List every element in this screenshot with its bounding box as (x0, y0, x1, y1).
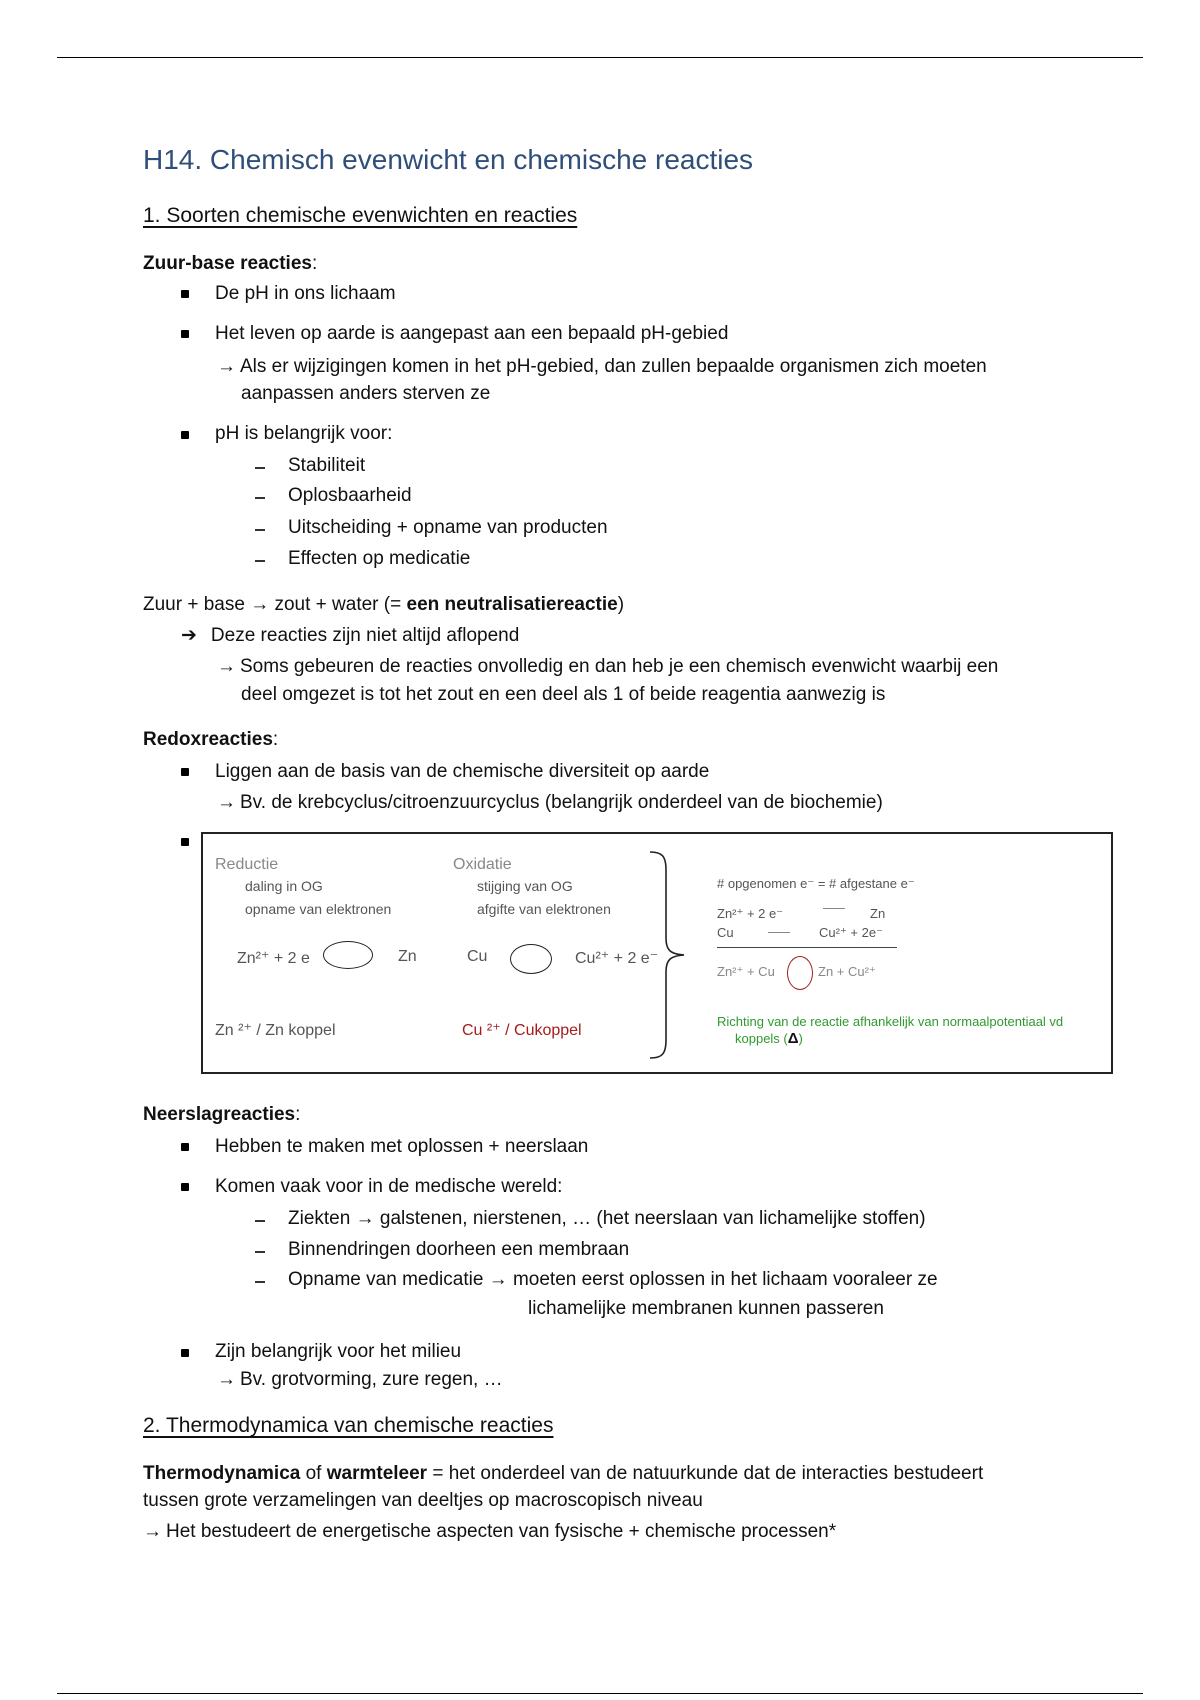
ph-item: Oplosbaarheid (288, 485, 412, 506)
sum-line (717, 947, 897, 948)
bullet (181, 1183, 189, 1191)
redox-label: Redoxreacties: (143, 729, 279, 750)
oxidatie-line-1: stijging van OG (477, 878, 573, 894)
reductie-line-1: daling in OG (245, 878, 323, 894)
oxidatie-line-2: afgifte van elektronen (477, 901, 611, 917)
neerslag-label: Neerslagreacties: (143, 1104, 301, 1125)
curly-brace-icon (648, 850, 688, 1060)
oxidatie-title: Oxidatie (453, 856, 512, 873)
section-1-heading: 1. Soorten chemische evenwichten en reacties (143, 204, 578, 227)
section-2-heading: 2. Thermodynamica van chemische reacties (143, 1414, 554, 1437)
redox-diagram (201, 832, 1113, 1074)
ph-item: Uitscheiding + opname van producten (288, 517, 608, 538)
ph-item: Effecten op medicatie (288, 548, 471, 569)
dash (255, 560, 265, 562)
half-1-right: Zn (870, 906, 886, 921)
bold-arrow-icon: ➔ (181, 625, 197, 646)
footer-rule (57, 1693, 1143, 1694)
reaction-oval (323, 941, 373, 969)
arrow-icon: → (217, 792, 236, 813)
zuurbase-bullet-2-arrow: → Als er wijzigingen komen in het pH-gebied, dan zullen bepaalde organismen zich moeten (217, 356, 987, 377)
redox-bullet-1: Liggen aan de basis van de chemische diversiteit op aarde (215, 761, 710, 782)
zuurbase-bullet-1: De pH in ons lichaam (215, 283, 396, 304)
bullet (181, 290, 189, 298)
neerslag-bullet-1: Hebben te maken met oplossen + neerslaan (215, 1136, 589, 1157)
neutralisation-sub-arrow-cont: deel omgezet is tot het zout en een deel als 1 of beide reagentia aanwezig is (241, 684, 886, 705)
oxidatie-couple: Cu ²⁺ / Cukoppel (462, 1022, 582, 1039)
ph-item: Stabiliteit (288, 455, 366, 476)
half-2-left: Cu (717, 925, 734, 940)
bullet (181, 1349, 189, 1357)
dash (255, 1281, 265, 1283)
neerslag-item-2: Binnendringen doorheen een membraan (288, 1239, 630, 1260)
dash (255, 1220, 265, 1222)
bullet (181, 768, 189, 776)
neerslag-bullet-2: Komen vaak voor in de medische wereld: (215, 1176, 563, 1197)
bullet (181, 330, 189, 338)
zuurbase-label: Zuur-base reacties: (143, 253, 318, 274)
total-right: Zn + Cu²⁺ (818, 964, 876, 979)
page-title: H14. Chemisch evenwicht en chemische reacties (143, 144, 754, 175)
neerslag-item-3: Opname van medicatie → moeten eerst oplossen in het lichaam vooraleer ze (288, 1269, 938, 1290)
neutralisation-line: Zuur + base → zout + water (= een neutralisatiereactie) (143, 594, 625, 615)
arrow-icon: → (217, 656, 236, 677)
bullet (181, 1143, 189, 1151)
thermo-arrow-line: → Het bestudeert de energetische aspecten van fysische + chemische processen* (143, 1521, 837, 1542)
arrow-icon: → (488, 1269, 508, 1290)
delta-symbol: Δ (787, 1030, 799, 1047)
reaction-oval (787, 956, 813, 990)
reductie-eq-right: Zn (398, 948, 417, 965)
neutralisation-sub: ➔ Deze reacties zijn niet altijd aflopend (181, 625, 520, 646)
neerslag-bullet-3-arrow: → Bv. grotvorming, zure regen, … (217, 1369, 503, 1390)
dash (255, 467, 265, 469)
half-2-right: Cu²⁺ + 2e⁻ (819, 925, 883, 940)
neerslag-item-1: Ziekten → galstenen, nierstenen, … (het neerslaan van lichamelijke stoffen) (288, 1208, 926, 1229)
zuurbase-bullet-3: pH is belangrijk voor: (215, 423, 393, 444)
reductie-title: Reductie (215, 856, 279, 873)
zuurbase-bullet-2-arrow-cont: aanpassen anders sterven ze (241, 383, 491, 404)
reductie-line-2: opname van elektronen (245, 901, 392, 917)
arrow-icon: → (217, 356, 236, 377)
reaction-oval (510, 944, 552, 974)
zuurbase-bullet-2: Het leven op aarde is aangepast aan een bepaald pH-gebied (215, 323, 729, 344)
small-arrow (768, 932, 790, 933)
bullet (181, 431, 189, 439)
dash (255, 529, 265, 531)
redox-bullet-1-arrow: → Bv. de krebcyclus/citroenzuurcyclus (belangrijk onderdeel van de biochemie) (217, 792, 883, 813)
bullet (181, 838, 189, 846)
direction-line-2: koppels (Δ) (735, 1030, 803, 1047)
dash (255, 497, 265, 499)
oxidatie-eq-right: Cu²⁺ + 2 e⁻ (575, 950, 659, 967)
half-1-left: Zn²⁺ + 2 e⁻ (717, 906, 784, 921)
balance-text: # opgenomen e⁻ = # afgestane e⁻ (717, 876, 915, 891)
neerslag-bullet-3: Zijn belangrijk voor het milieu (215, 1341, 462, 1362)
oxidatie-eq-left: Cu (467, 948, 488, 965)
reductie-couple: Zn ²⁺ / Zn koppel (215, 1022, 336, 1039)
small-arrow (823, 908, 845, 909)
reductie-eq-left: Zn²⁺ + 2 e (237, 950, 310, 967)
neutralisation-sub-arrow: → Soms gebeuren de reacties onvolledig en dan heb je een chemisch evenwicht waarbij een (217, 656, 999, 677)
arrow-icon: → (143, 1521, 162, 1542)
arrow-icon: → (355, 1208, 375, 1229)
neerslag-item-3-cont: lichamelijke membranen kunnen passeren (528, 1298, 884, 1319)
dash (255, 1251, 265, 1253)
header-rule (57, 57, 1143, 58)
arrow-icon: → (250, 594, 270, 615)
thermo-definition: Thermodynamica of warmteleer = het onderdeel van de natuurkunde dat de interacties bestudeert (143, 1463, 984, 1484)
direction-line-1: Richting van de reactie afhankelijk van normaalpotentiaal vd (717, 1014, 1064, 1029)
arrow-icon: → (217, 1369, 236, 1390)
total-left: Zn²⁺ + Cu (717, 964, 775, 979)
thermo-definition-cont: tussen grote verzamelingen van deeltjes op macroscopisch niveau (143, 1490, 703, 1511)
